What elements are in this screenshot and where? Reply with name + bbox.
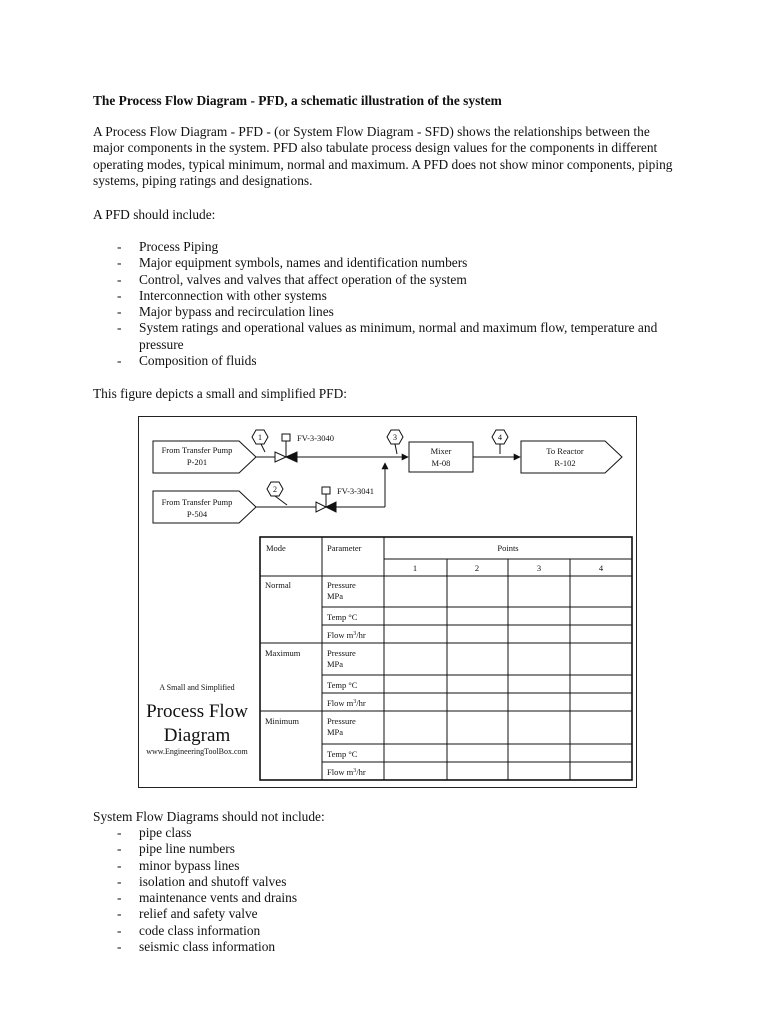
- control-valve-fv3041: [316, 486, 374, 512]
- svg-text:1: 1: [258, 433, 262, 442]
- svg-text:Diagram: Diagram: [163, 725, 231, 746]
- svg-text:From Transfer Pump: From Transfer Pump: [161, 497, 233, 507]
- intro-paragraph: A Process Flow Diagram - PFD - (or System Flow Diagram - SFD) shows the relationships between the major components in the system. PFD also tabulate process design values for the components in different operating modes, typical minimum, normal and maximum. A PFD does not show minor components, piping systems, piping ratings and designations.: [93, 124, 673, 188]
- include-list: [93, 239, 683, 369]
- exclude-list: [93, 825, 683, 955]
- svg-text:Temp °C: Temp °C: [327, 612, 358, 622]
- svg-text:4: 4: [498, 433, 502, 442]
- svg-text:4: 4: [598, 563, 604, 573]
- source-pump-p504: [153, 491, 256, 523]
- point-marker-1: [252, 430, 268, 452]
- list-item: - relief and safety valve: [117, 906, 258, 922]
- list-item: - Major bypass and recirculation lines: [117, 304, 334, 320]
- svg-text:MPa: MPa: [327, 591, 344, 601]
- svg-text:FV-3-3041: FV-3-3041: [337, 486, 374, 496]
- svg-text:www.EngineeringToolBox.com: www.EngineeringToolBox.com: [146, 747, 248, 756]
- svg-text:3: 3: [393, 433, 397, 442]
- list-item: - maintenance vents and drains: [117, 890, 298, 906]
- svg-text:Normal: Normal: [265, 580, 291, 590]
- pfd-figure: [138, 416, 637, 788]
- svg-text:Temp °C: Temp °C: [327, 749, 358, 759]
- figure-caption: This figure depicts a small and simplified PFD:: [93, 386, 348, 401]
- svg-text:M-08: M-08: [431, 458, 451, 468]
- list-item: - isolation and shutoff valves: [117, 873, 287, 889]
- svg-text:Mixer: Mixer: [430, 446, 452, 456]
- list-item: - seismic class information: [117, 939, 276, 955]
- svg-text:Process Flow: Process Flow: [146, 701, 248, 722]
- svg-text:3: 3: [536, 563, 542, 573]
- svg-text:Maximum: Maximum: [265, 648, 301, 658]
- svg-text:Points: Points: [497, 543, 519, 553]
- svg-text:Mode: Mode: [266, 543, 286, 553]
- svg-text:Parameter: Parameter: [327, 543, 362, 553]
- svg-text:From Transfer Pump: From Transfer Pump: [161, 445, 233, 455]
- svg-text:MPa: MPa: [327, 727, 344, 737]
- svg-text:Temp °C: Temp °C: [327, 680, 358, 690]
- point-marker-3: [387, 430, 403, 454]
- page-title: The Process Flow Diagram - PFD, a schematic illustration of the system: [93, 93, 502, 108]
- svg-text:Flow m3/hr: Flow $m^3/hr$: [327, 698, 366, 708]
- list-item: - pipe class: [117, 825, 192, 840]
- svg-text:R-102: R-102: [554, 458, 576, 468]
- mixer-m08: [409, 442, 473, 472]
- svg-text:1: 1: [412, 563, 418, 573]
- point-marker-4: [492, 430, 508, 454]
- list-item: - Major equipment symbols, names and identification numbers: [117, 255, 468, 271]
- destination-reactor-r102: [521, 441, 622, 473]
- control-valve-fv3040: [275, 433, 334, 462]
- list-item: - Process Piping: [117, 239, 219, 254]
- list-item: - pipe line numbers: [117, 841, 235, 857]
- list-item: - code class information: [117, 922, 261, 938]
- list-item: - Composition of fluids: [117, 353, 257, 369]
- svg-text:Pressure: Pressure: [327, 580, 356, 590]
- pfd-data-table: [260, 537, 632, 780]
- svg-text:Pressure: Pressure: [327, 648, 356, 658]
- list-item: - minor bypass lines: [117, 857, 240, 873]
- svg-text:P-504: P-504: [186, 509, 208, 519]
- source-pump-p201: [153, 441, 256, 473]
- svg-text:2: 2: [273, 485, 277, 494]
- svg-text:Flow m3/hr: Flow $m^3/hr$: [327, 630, 366, 640]
- svg-text:Pressure: Pressure: [327, 716, 356, 726]
- svg-text:Minimum: Minimum: [265, 716, 300, 726]
- svg-text:FV-3-3040: FV-3-3040: [297, 433, 334, 443]
- diagram-logo: [146, 683, 248, 756]
- list-item: - System ratings and operational values as minimum, normal and maximum flow, temperature and pressure: [117, 320, 658, 352]
- svg-text:2: 2: [474, 563, 480, 573]
- list-item: - Interconnection with other systems: [117, 287, 327, 303]
- svg-text:P-201: P-201: [186, 457, 208, 467]
- table-text: [265, 543, 604, 777]
- list-item: - Control, valves and valves that affect operation of the system: [117, 271, 467, 287]
- exclude-heading: System Flow Diagrams should not include:: [93, 809, 325, 824]
- svg-text:To Reactor: To Reactor: [546, 446, 584, 456]
- svg-text:MPa: MPa: [327, 659, 344, 669]
- include-heading: A PFD should include:: [93, 207, 216, 222]
- svg-text:A Small and Simplified: A Small and Simplified: [159, 683, 235, 692]
- point-marker-2: [267, 482, 287, 505]
- svg-text:Flow m3/hr: Flow $m^3/hr$: [327, 767, 366, 777]
